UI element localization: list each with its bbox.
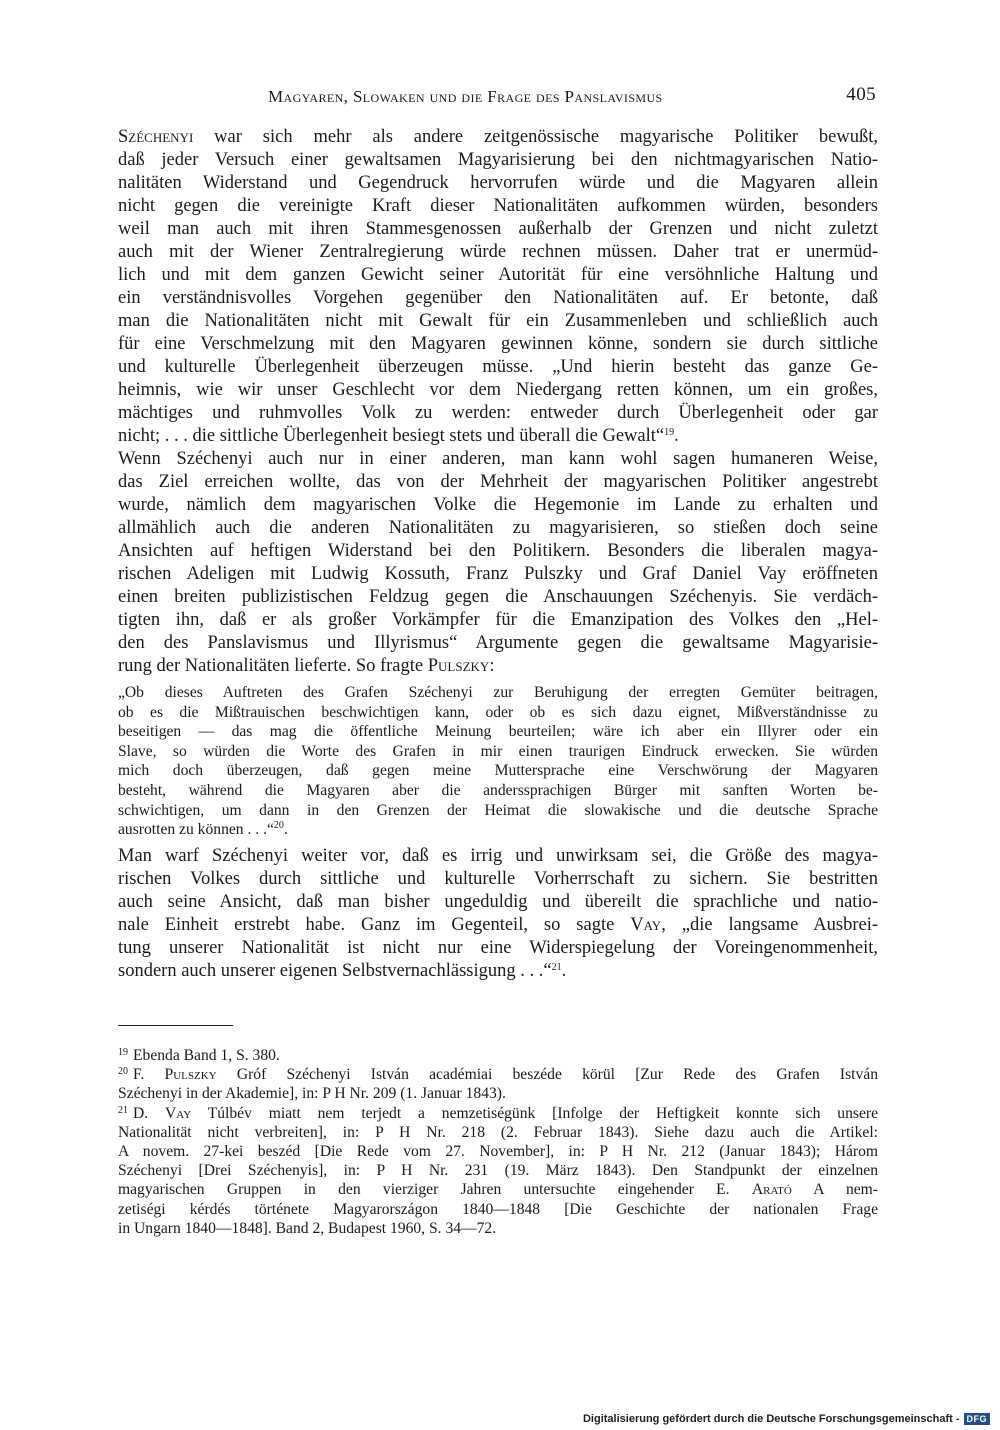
footnote-21 (118, 1104, 878, 1238)
footnote-number: 21 (118, 1104, 128, 1116)
paragraph (118, 845, 878, 983)
author-name: Vay (630, 914, 662, 935)
text-span: nicht; . . . die sittliche Überlegenheit besiegt stets und überall die Gewalt“ (118, 426, 665, 446)
footnote-number: 20 (118, 1066, 128, 1078)
text-span: war sich mehr als andere zeitgenössische magyarische Politiker bewußt, (193, 127, 878, 147)
text-line: tung unserer Nationalität ist nicht nur eine Widerspiegelung der Voreingenommenheit, (118, 937, 878, 958)
footnote-ref[interactable]: 19 (664, 427, 675, 438)
quote-line: „Ob dieses Auftreten des Grafen Széchenyi zur Beruhigung der erregten Gemüter beitragen, (118, 684, 878, 701)
footnote-line: A novem. 27-kei beszéd [Die Rede vom 27. November], in: P H Nr. 212 (Januar 1843); Három (118, 1142, 878, 1160)
footnote-19 (118, 1046, 878, 1065)
text-span: A nem- (791, 1181, 878, 1199)
digitization-notice (583, 1412, 990, 1426)
footnote-ref[interactable]: 21 (551, 961, 562, 973)
text-line: und kulturelle Überlegenheit überzeugen müsse. „Und hierin besteht das ganze Ge- (118, 357, 878, 377)
text-line: Man warf Széchenyi weiter vor, daß es irrig und unwirksam sei, die Größe des magya- (118, 845, 878, 866)
text-line: einen breiten publizistischen Feldzug gegen die Anschauungen Széchenyis. Sie verdäch- (118, 587, 878, 607)
notice-text: Digitalisierung gefördert durch die Deutsche Forschungsgemeinschaft - (582, 1413, 960, 1425)
text-span: Gróf Széchenyi István académiai beszéde körül [Zur Rede des Grafen István (216, 1066, 878, 1084)
quote-line: besteht, während die Magyaren aber die anderssprachigen Bürger mit sanften Worten be- (118, 781, 878, 799)
text-line: lich und mit dem ganzen Gewicht seiner Autorität für eine versöhnliche Haltung und (118, 265, 878, 285)
footnote-line (118, 1180, 878, 1199)
text-span: magyarischen Gruppen in den vierziger Jahren untersuchte eingehender E. (118, 1181, 752, 1199)
quote-line: beseitigen — das mag die öffentliche Meinung beurteilen; wäre ich aber ein Illyrer oder ein (118, 723, 878, 741)
footnote-ref[interactable]: 20 (273, 820, 284, 832)
text-span: rung der Nationalitäten lieferte. So fragte (118, 656, 428, 676)
text-line: Wenn Széchenyi auch nur in einer anderen, man kann wohl sagen humaneren Weise, (118, 449, 878, 469)
body-text (118, 126, 878, 983)
text-span: ausrotten zu können . . .“ (118, 821, 274, 839)
text-line: wurde, nämlich dem magyarischen Volke die Hegemonie im Lande zu erhalten und (118, 495, 878, 515)
author-name: Pulszky (164, 1066, 217, 1084)
page-number: 405 (846, 84, 876, 105)
footnote-line: Nationalität nicht verbreiten], in: P H Nr. 218 (2. Februar 1843). Siehe dazu auch die Artikel: (118, 1123, 878, 1141)
text-span: . (674, 426, 679, 446)
text-line: auch mit der Wiener Zentralregierung würde rechnen müssen. Daher trat er unermüd- (118, 242, 878, 262)
text-line: das Ziel erreichen wollte, das von der Mehrheit der magyarischen Politiker angestrebt (118, 472, 878, 492)
text-span: D. (133, 1104, 166, 1122)
text-line: mächtiges und ruhmvolles Volk zu werden: entweder durch Überlegenheit oder gar (118, 403, 878, 423)
footnote-20 (118, 1065, 878, 1103)
footnote-line: Széchenyi [Drei Széchenyis], in: P H Nr. 231 (19. März 1843). Den Standpunkt der einzelnen (118, 1162, 878, 1180)
text-line: man die Nationalitäten nicht mit Gewalt für ein Zusammenleben und schließlich auch (118, 311, 878, 331)
author-name: Vay (165, 1104, 192, 1122)
text-line (118, 126, 878, 149)
text-line (118, 655, 878, 678)
text-line: Ansichten auf heftigen Widerstand bei den Politikern. Besonders die liberalen magya- (118, 541, 878, 561)
text-line: rischen Volkes durch sittliche und kulturelle Vorherrschaft zu sichern. Sie bestritten (118, 868, 878, 889)
footnote-number: 19 (118, 1047, 128, 1058)
text-line: nalitäten Widerstand und Gegendruck hervorrufen würde und die Magyaren allein (118, 173, 878, 193)
quote-line (118, 820, 878, 840)
text-span: . (561, 960, 567, 981)
paragraph (118, 126, 878, 448)
footnote-rule (118, 1025, 233, 1026)
footnote-text: Ebenda Band 1, S. 380. (133, 1047, 280, 1064)
quote-line: schwichtigen, um dann in den Grenzen der Heimat die slowakische und die deutsche Sprache (118, 801, 878, 819)
text-line: nicht gegen die vereinigte Kraft dieser Nationalitäten aufkommen würden, besonders (118, 196, 878, 216)
footnote-line (118, 1104, 878, 1123)
text-line (118, 914, 878, 937)
text-line: allmählich auch die anderen Nationalitäten zu magyarisieren, so stießen doch seine (118, 518, 878, 538)
quote-line: Slave, so würden die Worte des Grafen in mir einen traurigen Eindruck erwecken. Sie würden (118, 742, 878, 760)
text-line: den des Panslavismus und Illyrismus“ Argumente gegen die gewaltsame Magyarisie- (118, 633, 878, 653)
text-span: nale Einheit erstrebt habe. Ganz im Gegenteil, so sagte (118, 914, 631, 935)
text-span: : (489, 656, 495, 676)
author-name: Pulszky (427, 656, 490, 676)
text-line: tigten ihn, daß er als großer Vorkämpfer für die Emanzipation des Volkes den „Hel- (118, 610, 878, 630)
footnote-line: zetiségi kérdés története Magyarországon 1840—1848 [Die Geschichte der nationalen Frage (118, 1200, 878, 1218)
text-span: F. (133, 1066, 165, 1084)
author-name: Széchenyi (118, 127, 194, 147)
footnote-line: Széchenyi in der Akademie], in: P H Nr. 209 (1. Januar 1843). (118, 1085, 506, 1103)
footnote-line (118, 1065, 878, 1084)
text-line: für eine Verschmelzung mit den Magyaren gewinnen könne, sondern sie durch sittliche (118, 334, 878, 354)
quote-line: ob es die Mißtrauischen beschwichtigen kann, oder ob es sich dazu eignet, Mißverständnisse zu (118, 703, 878, 721)
text-line: rischen Adeligen mit Ludwig Kossuth, Franz Pulszky und Graf Daniel Vay eröffneten (118, 564, 878, 584)
running-head (118, 84, 876, 110)
footnotes (118, 1046, 878, 1238)
dfg-logo[interactable]: DFG (964, 1413, 991, 1425)
author-name: Arató (751, 1181, 792, 1199)
text-line: heimnis, wie wir unser Geschlecht vor dem Niedergang retten können, um ein großes, (118, 380, 878, 400)
paragraph (118, 448, 878, 678)
text-line (118, 425, 878, 448)
text-line: weil man auch mit ihren Stammesgenossen außerhalb der Grenzen und nicht zuletzt (118, 219, 878, 239)
text-span: sondern auch unserer eigenen Selbstvernachlässigung . . .“ (118, 960, 552, 981)
text-line: ein verständnisvolles Vorgehen gegenüber den Nationalitäten auf. Er betonte, daß (118, 288, 878, 308)
text-span: . (283, 821, 288, 839)
footnote-line: in Ungarn 1840—1848]. Band 2, Budapest 1960, S. 34—72. (118, 1219, 497, 1237)
text-span: , „die langsame Ausbrei- (661, 914, 878, 935)
text-span: Túlbév miatt nem terjedt a nemzetiségünk [Infolge der Heftigkeit konnte sich unsere (191, 1104, 878, 1122)
text-line: daß jeder Versuch einer gewaltsamen Magyarisierung bei den nichtmagyarischen Natio- (118, 150, 878, 170)
running-title: Magyaren, Slowaken und die Frage des Panslavismus (268, 87, 663, 106)
text-line (118, 960, 878, 983)
block-quote (118, 683, 878, 840)
text-line: auch seine Ansicht, daß man bisher ungeduldig und übereilt die sprachliche und natio- (118, 891, 878, 912)
quote-line: mich doch überzeugen, daß gegen meine Muttersprache eine Verschwörung der Magyaren (118, 762, 878, 780)
